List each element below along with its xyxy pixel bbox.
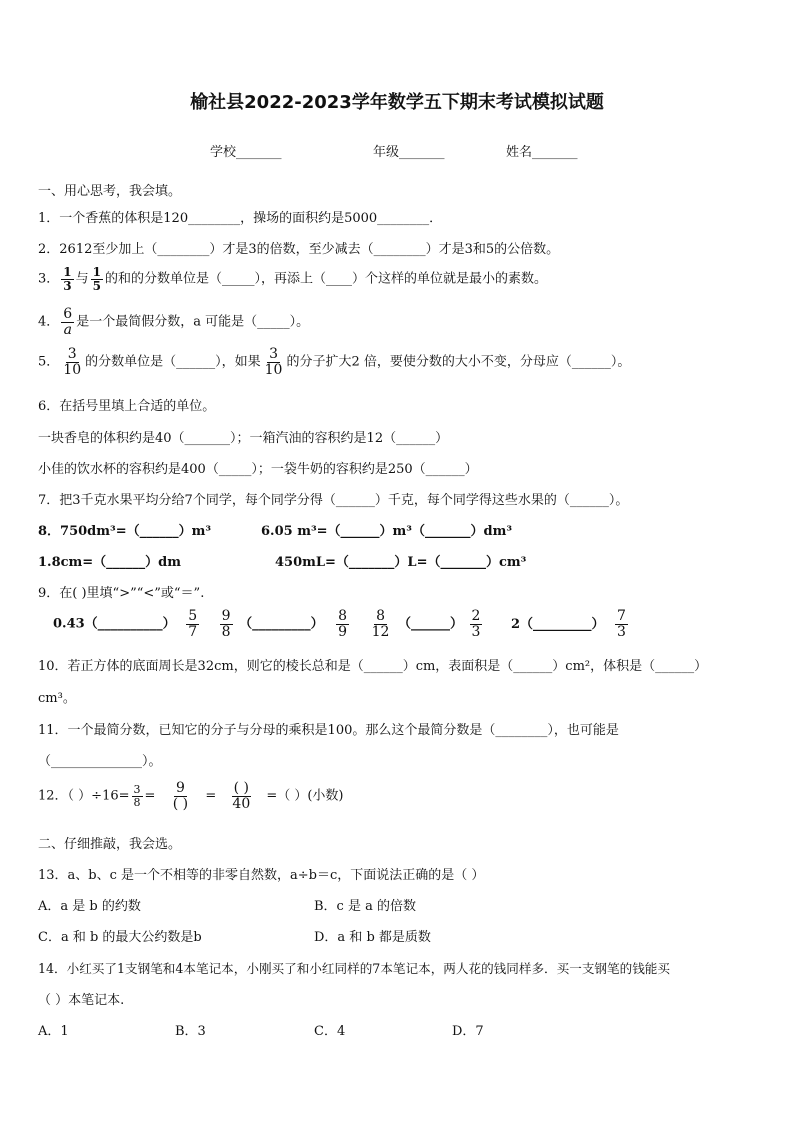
option-14d: D．7 bbox=[452, 1024, 484, 1039]
question-8c: 1.8cm=（______）dm bbox=[38, 555, 182, 570]
question-7: 7．把3千克水果平均分给7个同学，每个同学分得（______）千克，每个同学得这些水果的（______）。 bbox=[38, 493, 629, 508]
option-14c: C．4 bbox=[314, 1024, 346, 1039]
question-1: 1．一个香蕉的体积是120________，操场的面积约是5000________． bbox=[38, 211, 443, 226]
section-1-heading: 一、用心思考，我会填。 bbox=[38, 184, 182, 199]
fraction: $\frac{2}{3}$ bbox=[471, 608, 481, 640]
fraction: $\frac{6}{a}$ bbox=[63, 306, 73, 338]
page-title: 榆社县2022-2023学年数学五下期末考试模拟试题 bbox=[190, 92, 604, 113]
name-field: 姓名_______ bbox=[506, 145, 578, 160]
question-9: 9．在( )里填“>”“<”或“＝”. bbox=[38, 586, 205, 601]
question-14: 14．小红买了1支钢笔和4本笔记本，小刚买了和小红同样的7本笔记本，两人花的钱同样多．买一支钢笔的钱能买 bbox=[38, 961, 670, 976]
option-13d: D．a 和 b 都是质数 bbox=[314, 930, 431, 945]
option-14a: A．1 bbox=[38, 1024, 69, 1039]
option-13b: B．c 是 a 的倍数 bbox=[314, 899, 416, 914]
question-8b: 6.05 m³=（______）m³（_______）dm³ bbox=[261, 524, 513, 539]
fraction: $\frac{3}{10}$ bbox=[264, 346, 283, 378]
fraction: $\frac{3}{8}$ bbox=[133, 783, 141, 809]
fraction: $\frac{8}{12}$ bbox=[371, 608, 390, 640]
question-8d: 450mL=（_______）L=（_______）cm³ bbox=[275, 555, 527, 570]
fraction: $\frac{8}{9}$ bbox=[338, 608, 348, 640]
question-10: 10．若正方体的底面周长是32cm，则它的棱长总和是（______）cm，表面积是（______）cm²，体积是（______） bbox=[38, 659, 708, 674]
fraction: $\frac{9}{( )}$ bbox=[172, 780, 189, 812]
question-2: 2．2612至少加上（________）才是3的倍数，至少减去（________）才是3和5的公倍数。 bbox=[38, 242, 560, 257]
option-13c: C．a 和 b 的最大公约数是b bbox=[38, 930, 202, 945]
question-10-cont: cm³。 bbox=[38, 691, 76, 706]
section-2-heading: 二、仔细推敲，我会选。 bbox=[38, 837, 182, 852]
question-14-cont: （ ）本笔记本. bbox=[38, 993, 125, 1008]
fraction: $\frac{1}{3}$ bbox=[63, 265, 72, 293]
fraction: $\frac{1}{5}$ bbox=[92, 265, 102, 293]
question-5: 5． $\frac{3}{10}$ 的分数单位是（______），如果 $\frac{3}{10}$ 的分子扩大2 倍，要使分数的大小不变，分母应（______）。 bbox=[38, 346, 631, 378]
fraction: $\frac{7}{3}$ bbox=[617, 608, 626, 640]
question-4: 4． $\frac{6}{a}$ 是一个最简假分数，a 可能是（_____）。 bbox=[38, 306, 310, 338]
question-11-cont: （______________）。 bbox=[38, 754, 162, 769]
question-11: 11．一个最简分数，已知它的分子与分母的乘积是100。那么这个最简分数是（________），也可能是 bbox=[38, 723, 619, 738]
question-3: 3． $\frac{1}{3}$ 与 $\frac{1}{5}$ 的和的分数单位是（_____），再添上（____）个这样的单位就是最小的素数。 bbox=[38, 265, 548, 293]
question-8a: 8．750dm³=（______）m³ bbox=[38, 524, 212, 539]
question-6b: 小佳的饮水杯的容积约是400（_____）；一袋牛奶的容积约是250（______） bbox=[38, 462, 478, 477]
question-6a: 一块香皂的体积约是40（_______）；一箱汽油的容积约是12（______） bbox=[38, 431, 449, 446]
question-12: 12．（ ）÷16= $\frac{3}{8}$ = $\frac{9}{( )}$ = $\frac{( )}{40}$ =（ ）(小数) bbox=[38, 780, 344, 812]
grade-field: 年级_______ bbox=[373, 145, 445, 160]
fraction: $\frac{( )}{40}$ bbox=[232, 780, 251, 812]
question-6: 6．在括号里填上合适的单位。 bbox=[38, 399, 216, 414]
fraction: $\frac{3}{10}$ bbox=[63, 346, 82, 378]
option-14b: B．3 bbox=[175, 1024, 206, 1039]
question-13: 13．a、b、c 是一个不相等的非零自然数，a÷b＝c，下面说法正确的是（ ） bbox=[38, 868, 485, 883]
school-field: 学校_______ bbox=[210, 145, 282, 160]
fraction: $\frac{5}{7}$ bbox=[188, 608, 198, 640]
fraction: $\frac{9}{8}$ bbox=[221, 608, 231, 640]
option-13a: A．a 是 b 的约数 bbox=[38, 899, 141, 914]
question-9-row: 0.43（__________） $\frac{5}{7}$ $\frac{9}{8}$ （_________） $\frac{8}{9}$ $\frac{8}{12}$ （______） $\frac{2}{3}$ 2（_________） $\frac{7}{3}$ bbox=[53, 608, 626, 640]
